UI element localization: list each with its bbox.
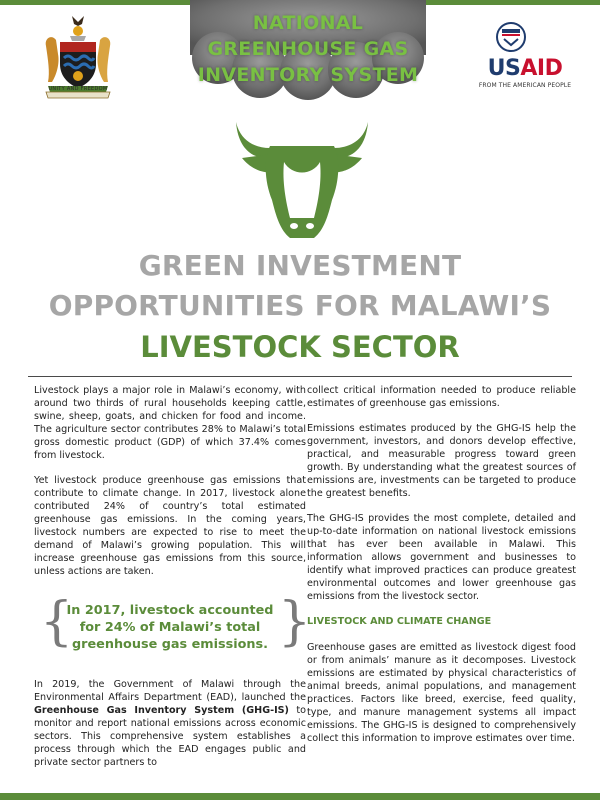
banner-line-3: INVENTORY SYSTEM — [197, 64, 419, 86]
usaid-us: US — [487, 56, 521, 81]
coat-of-arms-motto: UNITY AND FREEDOM — [48, 86, 108, 92]
left-paragraph-3 — [34, 678, 306, 769]
pull-quote-text: In 2017, livestock accounted for 24% of Malawi’s total greenhouse gas emissions. — [66, 603, 274, 652]
right-paragraph-3: The GHG-IS provides the most complete, detailed and up-to-date information on national livestock emissions that has ever been available in Malawi. This information allows government and businesses to identify what improved practices can produce greatest environmental outcomes and lower greenhouse gas emissions from the livestock sector. — [307, 513, 576, 602]
banner-line-1: NATIONAL — [252, 12, 364, 34]
right-paragraph-4: Greenhouse gases are emitted as livestock digest food or from animals’ manure as it decomposes. Livestock emissions are estimated by physical characteristics of animal breeds, animal populations, and management practices. Factors like breed, exercise, feed quality, type, and manure management systems all impact emissions. The GHG-IS is designed to comprehensively collect this information to improve estimates over time. — [307, 642, 576, 744]
banner-line-2: GREENHOUSE GAS — [207, 38, 409, 60]
left-column — [34, 384, 312, 781]
ghg-is-name: Greenhouse Gas Inventory System (GHG-IS) — [34, 705, 289, 716]
headline-divider — [28, 376, 572, 377]
bottom-green-bar — [0, 793, 600, 800]
headline-line-1: GREEN INVESTMENT — [138, 249, 462, 282]
pull-quote — [34, 592, 312, 662]
left-paragraph-2: Yet livestock produce greenhouse gas emissions that contribute to climate change. In 2017, livestock alone contributed 24% of country’s total estimated greenhouse gas emissions. In the coming years, livestock numbers are expected to rise to meet the demand of Malawi’s growing population. This will increase greenhouse gas emissions from this source, unless actions are taken. — [34, 475, 306, 577]
left-paragraph-1: Livestock plays a major role in Malawi’s economy, with around two thirds of rural households keeping cattle, swine, sheep, goats, and chicken for food and income. The agriculture sector contributes 28% to Malawi’s total gross domestic product (GDP) of which 37.4% comes from livestock. — [34, 385, 306, 461]
usaid-tagline: FROM THE AMERICAN PEOPLE — [478, 82, 572, 89]
left-paragraph-3-start: In 2019, the Government of Malawi through the Environmental Affairs Department (EAD), launched the — [34, 679, 306, 703]
usaid-aid: AID — [520, 56, 563, 81]
right-brace-icon: } — [278, 592, 312, 652]
left-paragraph-3-end: to monitor and report national emissions across economic sectors. This comprehensive system establishes a process through which the EAD engages public and private sector partners to — [34, 705, 306, 768]
right-paragraph-1: collect critical information needed to produce reliable estimates of greenhouse gas emissions. — [307, 385, 576, 409]
cow-head-icon — [232, 118, 372, 240]
right-paragraph-2: Emissions estimates produced by the GHG-IS help the government, investors, and donors develop effective, practical, and measurable progress toward green growth. By understanding what the greatest sources of emissions are, investments can be targeted to produce the greatest benefits. — [307, 423, 576, 499]
usaid-seal-icon — [496, 22, 526, 52]
headline-line-2: OPPORTUNITIES FOR MALAWI’S — [48, 289, 552, 322]
headline-line-3: LIVESTOCK SECTOR — [140, 330, 460, 364]
headline — [0, 246, 600, 368]
section-subheading: LIVESTOCK AND CLIMATE CHANGE — [307, 616, 492, 627]
banner-title — [190, 10, 426, 88]
right-column — [307, 384, 576, 757]
left-brace-icon: { — [40, 592, 74, 652]
usaid-logo-text — [470, 58, 580, 80]
